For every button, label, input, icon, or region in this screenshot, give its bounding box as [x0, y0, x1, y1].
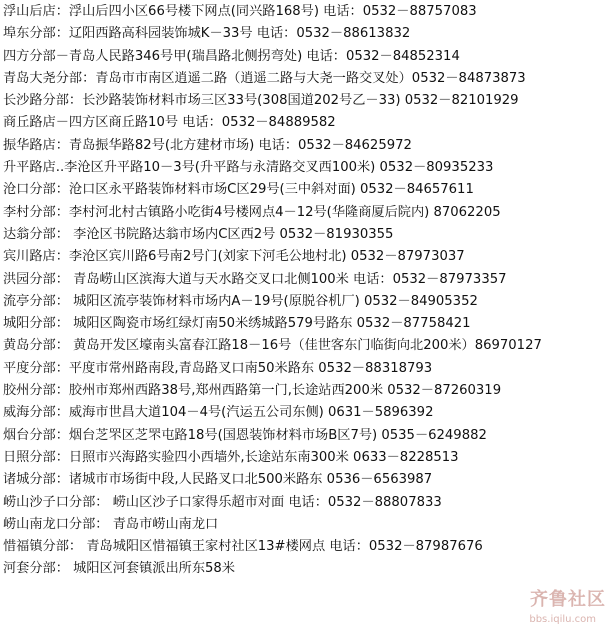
directory-line: 惜福镇分部： 青岛城阳区惜福镇王家村社区13#楼网点 电话：0532－87987676 [3, 539, 483, 555]
directory-line: 埠东分部：辽阳西路高科园装饰城K－33号 电话：0532－88613832 [3, 26, 411, 42]
directory-line: 振华路店：青岛振华路82号(北方建材市场) 电话：0532－84625972 [3, 137, 412, 153]
directory-line: 胶州分部：胶州市郑州西路38号,郑州西路第一门,长途站西200米 0532－87260319 [3, 383, 502, 399]
directory-line: 升平路店..李沧区升平路10－3号(升平路与永清路交叉西100米) 0532－80935233 [3, 160, 494, 176]
directory-line: 日照分部：日照市兴海路实验四小西墙外,长途站东南300米 0633－8228513 [3, 449, 459, 465]
directory-line: 崂山南龙口分部： 青岛市崂山南龙口 [3, 516, 219, 532]
watermark-url: bbs.iqilu.com [529, 614, 596, 625]
directory-line: 达翁分部： 李沧区书院路达翁市场内C区西2号 0532－81930355 [3, 226, 394, 242]
directory-line: 黄岛分部： 黄岛开发区壕南头富春江路18－16号（佳世客东门临街向北200米）86970127 [3, 338, 542, 354]
directory-line: 青岛大尧分部：青岛市市南区逍遥二路（逍遥二路与大尧一路交叉处）0532－84873873 [3, 70, 526, 86]
directory-line: 长沙路分部：长沙路装饰材料市场三区33号(308国道202号乙－33) 0532－82101929 [3, 93, 519, 109]
directory-line: 平度分部：平度市常州路南段,青岛路叉口南50米路东 0532－88318793 [3, 360, 433, 376]
watermark-logo: 齐鲁社区 [530, 589, 606, 610]
directory-line: 李村分部：李村河北村古镇路小吃街4号楼网点4－12号(华隆商厦后院内) 87062205 [3, 204, 501, 220]
store-directory [3, 1, 614, 581]
directory-line: 浮山后店：浮山后四小区66号楼下网点(同兴路168号) 电话：0532－88757083 [3, 4, 477, 19]
directory-line: 商丘路店－四方区商丘路10号 电话：0532－84889582 [3, 115, 336, 131]
directory-line: 洪园分部： 青岛崂山区滨海大道与天水路交叉口北侧100米 电话：0532－87973357 [3, 271, 507, 287]
directory-line: 崂山沙子口分部： 崂山区沙子口家得乐超市对面 电话：0532－88807833 [3, 494, 442, 510]
directory-line: 威海分部：威海市世昌大道104－4号(汽运五公司东侧) 0631－5896392 [3, 405, 434, 421]
directory-line: 流亭分部： 城阳区流亭装饰材料市场内A－19号(原脱谷机厂) 0532－84905352 [3, 293, 478, 309]
directory-line: 四方分部－青岛人民路346号甲(瑞昌路北侧拐弯处) 电话：0532－84852314 [3, 48, 460, 64]
directory-line: 烟台分部：烟台芝罘区芝罘屯路18号(国恩装饰材料市场B区7号) 0535－6249882 [3, 427, 487, 443]
directory-line: 宾川路店：李沧区宾川路6号南2号门(刘家下河毛公地村北) 0532－87973037 [3, 249, 465, 265]
directory-line: 河套分部： 城阳区河套镇派出所东58米 [3, 561, 235, 577]
directory-line: 城阳分部： 城阳区陶瓷市场红绿灯南50米绣城路579号路东 0532－87758421 [3, 316, 471, 332]
directory-line: 沧口分部：沧口区永平路装饰材料市场C区29号(三中斜对面) 0532－84657611 [3, 182, 474, 198]
directory-line: 诸城分部：诸城市市场街中段,人民路叉口北500米路东 0536－6563987 [3, 472, 433, 488]
